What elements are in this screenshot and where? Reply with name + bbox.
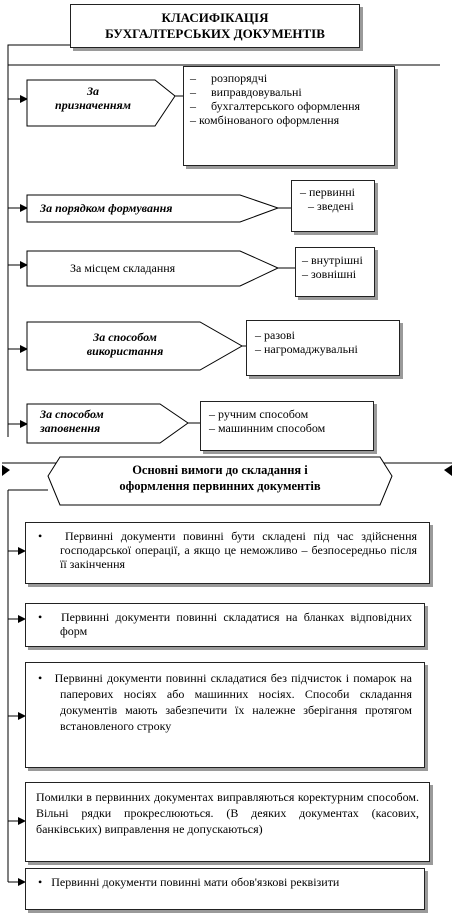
filling-label: За способом заповнення xyxy=(40,407,104,435)
usage-items-box: – разові – нагромаджувальні xyxy=(246,320,400,376)
place-label: За місцем складання xyxy=(70,261,176,275)
formation-item: зведені xyxy=(317,199,354,213)
formation-items-box: – первинні – зведені xyxy=(291,180,375,232)
filling-items-box: – ручним способом – машинним способом xyxy=(200,401,374,451)
bullet-icon: • xyxy=(38,610,43,624)
requirements-title: Основні вимоги до складання і оформлення первинних документів xyxy=(119,463,321,493)
purpose-item: розпорядчі xyxy=(211,71,268,85)
purpose-item: виправдовувальні xyxy=(211,85,302,99)
bullet-icon: • xyxy=(38,529,43,543)
filling-item: машинним способом xyxy=(218,421,326,435)
purpose-item: бухгалтерського оформлення xyxy=(211,99,361,113)
place-item: внутрішні xyxy=(311,253,363,267)
requirement-item-1: • Первинні документи повинні бути складені під час здійснення господарської операції, а якщо це неможливо – безпосередньо після її закінчення xyxy=(25,522,430,584)
requirement-item-4: Помилки в первинних документах виправляються коректурним способом. Вільні рядки прокреслюються. (В деяких документах (касових, банківських) виправлення не допускаються) xyxy=(25,782,430,862)
title-line-1: КЛАСИФІКАЦІЯ xyxy=(161,10,269,25)
purpose-label: За призначенням xyxy=(55,84,131,112)
formation-item: первинні xyxy=(309,185,356,199)
place-item: зовнішні xyxy=(311,267,357,281)
usage-item: разові xyxy=(264,328,295,342)
purpose-items-box: – розпорядчі – виправдовувальні – бухгалтерського оформлення – комбінованого оформлення xyxy=(183,66,395,166)
purpose-item: комбінованого оформлення xyxy=(199,113,340,127)
requirement-item-3: • Первинні документи повинні складатися без підчисток і помарок на паперових носіях або машинних носіях. Способи складання документів мають забезпечити їх належне зберігання протягом встановленого строку xyxy=(25,662,425,768)
bullet-icon: • xyxy=(38,875,43,889)
requirement-item-5: • Первинні документи повинні мати обов'язкові реквізити xyxy=(25,868,425,910)
usage-item: нагромаджувальні xyxy=(264,342,358,356)
usage-label: За способом використання xyxy=(86,330,164,358)
title-line-2: БУХГАЛТЕРСЬКИХ ДОКУМЕНТІВ xyxy=(105,26,325,41)
title-link-line xyxy=(8,45,70,58)
bullet-icon: • xyxy=(38,671,43,685)
classification-title-box xyxy=(70,4,360,48)
place-items-box: – внутрішні – зовнішні xyxy=(295,247,375,297)
formation-label: За порядком формування xyxy=(40,201,173,215)
requirement-item-2: • Первинні документи повинні складатися на бланках відповідних форм xyxy=(25,603,425,647)
filling-item: ручним способом xyxy=(218,407,309,421)
